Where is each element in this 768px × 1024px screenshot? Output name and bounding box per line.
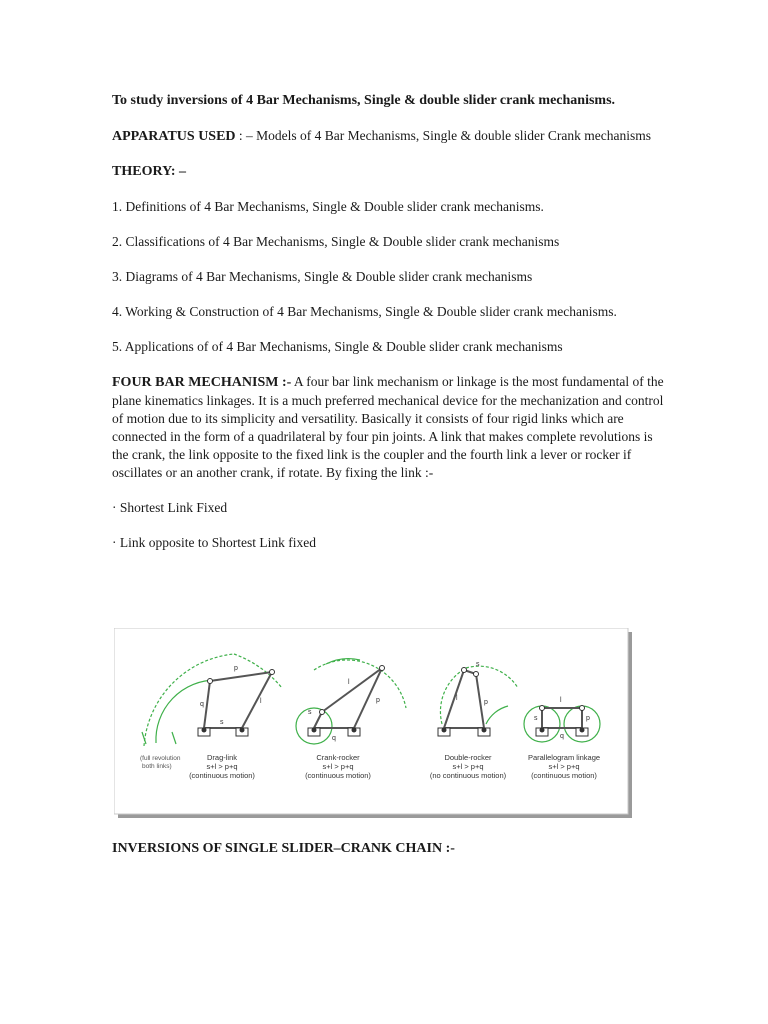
panel-condition: s+l > p+q [452,762,484,771]
page-title: To study inversions of 4 Bar Mechanisms, Single & double slider crank mechanisms. [112,93,616,108]
panel-name: Double-rocker [444,753,492,762]
panel-name: Crank-rocker [316,753,360,762]
panel-motion: (continuous motion) [531,771,597,780]
theory-item: 2. Classifications of 4 Bar Mechanisms, Single & Double slider crank mechanisms [112,234,560,249]
link-letter-l: l [348,679,350,686]
link-letter-q: q [560,733,564,740]
link-letter-l: l [560,697,562,704]
panel-motion: (continuous motion) [305,771,371,780]
apparatus-label: APPARATUS USED [112,129,236,144]
link-letter-p: p [376,697,380,704]
panel-condition: s+l > p+q [322,762,354,771]
link-letter-q: q [200,701,204,708]
panel-name: Drag-link [206,753,238,762]
figure-note-line2: both links) [142,763,172,770]
link-letter-s: s [308,709,312,716]
link-letter-q: q [332,735,336,742]
apparatus-paragraph [112,127,672,146]
link-letter-l: l [456,695,458,702]
four-bar-text: A four bar link mechanism or linkage is the most fundamental of the plane kinematics linkages. It is a much preferred mechanical device for the mechanization and control of motion due to its simplicity and versatility. Basically it consists of four rigid links which are connected in the form of a quadrilateral by four pin joints. A link that makes complete revolutions is the crank, the link opposite to the fixed link is the coupler and the fourth link a lever or rocker if oscillates or an another crank, if rotate. By fixing the link :- [112,374,664,480]
apparatus-text: : – Models of 4 Bar Mechanisms, Single & double slider Crank mechanisms [235,128,651,143]
section-heading-slider-crank: INVERSIONS OF SINGLE SLIDER–CRANK CHAIN :- [112,841,455,856]
figure-note-line1: (full revolution [140,755,181,762]
theory-heading: THEORY: – [112,164,187,179]
theory-item: 5. Applications of of 4 Bar Mechanisms, Single & Double slider crank mechanisms [112,339,563,354]
four-bar-label: FOUR BAR MECHANISM :- [112,375,292,390]
document-body [112,92,672,569]
theory-item: 4. Working & Construction of 4 Bar Mechanisms, Single & Double slider crank mechanisms. [112,304,617,319]
panel-condition: s+l > p+q [206,762,238,771]
theory-item: 3. Diagrams of 4 Bar Mechanisms, Single & Double slider crank mechanisms [112,269,533,284]
four-bar-figure [114,628,634,820]
panel-motion: (continuous motion) [189,771,255,780]
link-letter-p: p [484,699,488,706]
link-letter-s: s [534,715,538,722]
link-letter-s: s [220,719,224,726]
bullet-item: · Link opposite to Shortest Link fixed [112,535,316,550]
link-letter-p: p [586,715,590,722]
panel-name: Parallelogram linkage [527,753,601,762]
link-letter-l: l [260,698,262,705]
link-letter-s: s [476,661,480,668]
bullet-item: · Shortest Link Fixed [112,500,228,515]
four-bar-paragraph [112,373,672,482]
theory-item: 1. Definitions of 4 Bar Mechanisms, Single & Double slider crank mechanisms. [112,199,544,214]
panel-condition: s+l > p+q [548,762,580,771]
link-letter-p: p [234,665,238,672]
panel-motion: (no continuous motion) [429,771,507,780]
